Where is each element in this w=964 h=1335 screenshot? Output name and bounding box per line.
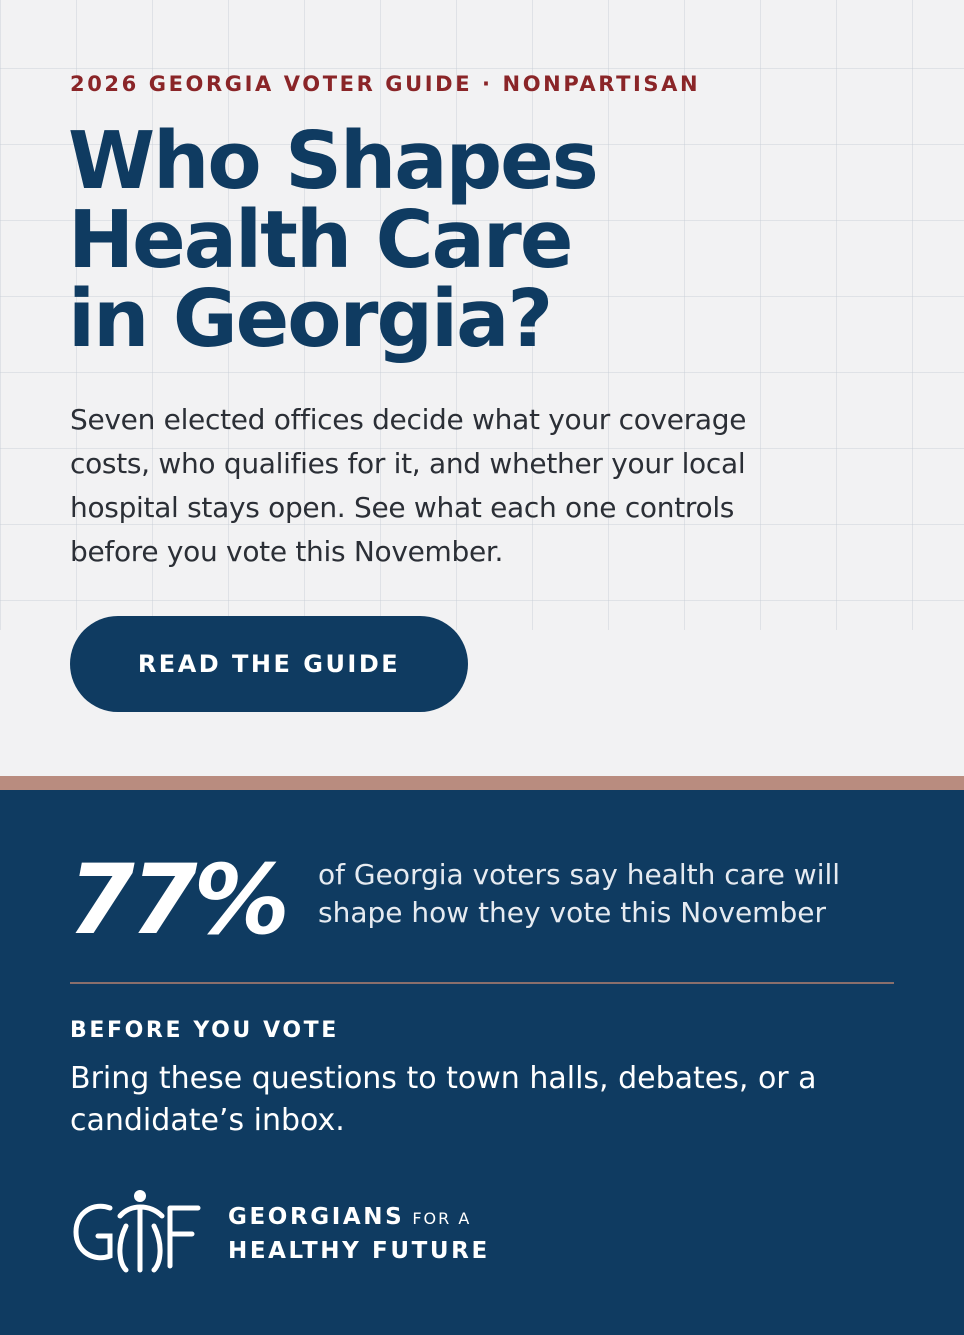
headline-line: Who Shapes: [68, 115, 597, 207]
headline-line: in Georgia?: [68, 273, 552, 365]
org-name-line2: HEALTHY FUTURE: [228, 1238, 490, 1264]
headline: [68, 115, 708, 365]
intro-paragraph: Seven elected offices decide what your coverage costs, who qualifies for it, and whether your local hospital stays open. See what each one controls before you vote this November.: [70, 403, 747, 568]
org-name-small: FOR A: [412, 1209, 472, 1228]
headline-line: Health Care: [68, 194, 572, 286]
stat-description: of Georgia voters say health care will shape how they vote this November: [318, 858, 841, 929]
stat-number: 77%: [68, 844, 286, 956]
before-you-vote-body: Bring these questions to town halls, debates, or a candidate’s inbox.: [70, 1061, 817, 1138]
org-name-line1: [228, 1204, 471, 1230]
org-name-main: GEORGIANS: [228, 1204, 405, 1230]
accent-divider-bar: [0, 776, 964, 790]
read-guide-button[interactable]: READ THE GUIDE: [70, 616, 468, 712]
ghf-logo-mark-icon: [70, 1186, 204, 1276]
org-logo[interactable]: [70, 1186, 550, 1276]
kicker: 2026 GEORGIA VOTER GUIDE · NONPARTISAN: [70, 72, 701, 96]
section-divider: [70, 982, 894, 984]
before-you-vote-label: BEFORE YOU VOTE: [70, 1018, 339, 1043]
stats-section: [0, 790, 964, 1335]
